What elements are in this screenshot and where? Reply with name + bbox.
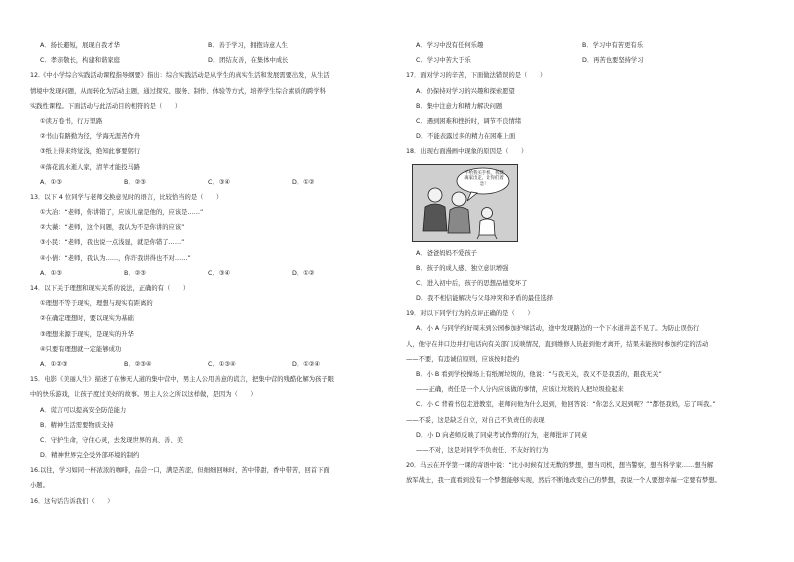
question-line: A．小 A 与同学约好周末到公园参加护绿活动，途中发现路边的一个下水道井盖不见了。为防止误伤行 <box>416 325 700 333</box>
question-line: D．小 D 向老师反映了同桌考试作弊的行为，老师批评了同桌 <box>416 431 588 439</box>
question-20 <box>406 458 768 488</box>
question-line: ——不对，这是对同学不负责任、不友好的行为 <box>416 446 549 454</box>
question-stem: 情境中发现问题，从而转化为活动主题，通过探究、服务、制作、体验等方式，培养学生综合素质的跨学科 <box>30 87 326 95</box>
statement-item: ③理想来源于现实，是现实的升华 <box>40 330 134 338</box>
answer-option: B．精神生活需要物质支持 <box>40 421 114 429</box>
passage-line: 小题。 <box>30 482 49 490</box>
question-line: C．小 C 背着书包走进教室，老师问他为什么迟到，他回答说：“你怎么又迟到呢？”“都怪我妈，忘了叫我。” <box>416 401 716 409</box>
option-a: A．学习中没有任何乐趣 <box>416 42 484 49</box>
option-a: A．扬长避短，展现自我才华 <box>40 42 120 49</box>
option-b: B．②③④ <box>124 360 152 368</box>
answer-option: B．孩子的成人感、独立意识增强 <box>416 264 509 272</box>
options-row <box>30 53 386 68</box>
option-c: C．①③④ <box>208 360 236 368</box>
answer-option: D．精神世界完全受外部环境的制约 <box>40 452 140 460</box>
statement-item: ③小民：“老师，我也说一点浅显，就是你错了……” <box>40 239 185 247</box>
passage <box>30 463 386 509</box>
options-row <box>30 38 386 53</box>
statement-item: ①读万卷书，行万里路 <box>40 117 103 125</box>
option-d: D．①② <box>292 178 315 186</box>
question-line: ——不要，有违诚信原则，应该按时赴约 <box>406 355 520 363</box>
statement-item: ①理想不等于现实，理想与现实有距离的 <box>40 300 153 308</box>
question-stem: 18．出现右面漫画中现象的原因是（ ） <box>406 148 528 156</box>
option-a: A．①③ <box>40 269 62 277</box>
option-b: B．②③ <box>124 269 146 277</box>
answer-option: D．我不相信能解决与父母冲突和矛盾的最佳选择 <box>416 295 554 303</box>
question-stem: 实践性课程。下面活动与此活动目的相符的是（ ） <box>30 102 182 110</box>
statement-item: ④只要有理想就一定能够成功 <box>40 345 122 353</box>
question-stem: 中的快乐游戏，让孩子度过美好的故事。男主人公之所以这样做，是因为（ ） <box>30 391 257 399</box>
statement-item: ②书山有路勤为径，学海无涯苦作舟 <box>40 133 141 141</box>
answer-option: D．不能表露过多的精力在困难上面 <box>416 133 516 141</box>
passage-line: 16.以往，学习如同一杯浓浓的咖啡，品尝一口，满是苦涩，但细细回味时，苦中带甜，香中带苦，回首下面 <box>30 467 330 475</box>
question-stem: 12.《中小学综合实践活动课程指导纲要》指出：综合实践活动是从学生的真实生活和发展需要出发，从生活 <box>30 72 330 80</box>
option-c: C．学习中苦大于乐 <box>416 57 471 65</box>
option-a: A．①③ <box>40 178 62 186</box>
question-stem: 20．马云在开学第一课的寄语中说：“比小时候有过无数的梦想，想当司机，想当警察，想当科学家……想当解 <box>406 462 714 470</box>
answer-option: C．遇到困难和挫折时，调节不良情绪 <box>416 117 522 125</box>
options-row <box>30 357 386 372</box>
question-19 <box>406 306 768 458</box>
statement-item: ①大冶：“老师，你讲错了，应该儿童是他的，应该是……” <box>40 209 204 217</box>
question-stem: 15．电影《美丽人生》描述了在惨无人道的集中营中，男主人公用善意的谎言，把集中营的残酷化解为孩子眼 <box>30 376 334 384</box>
question-stem: 17．面对学习的辛苦，下面做法错误的是（ ） <box>406 72 547 80</box>
option-b: B．善于学习，拥抱诗意人生 <box>208 42 288 49</box>
question-14 <box>30 281 386 372</box>
question-13 <box>30 190 386 281</box>
question-line: B．小 B 看到学校操场上有纸屑垃圾的，他说：“与我无关，我又不是我丢的，跟我无关” <box>416 371 662 378</box>
question-stem: 13．以下 4 位同学与老师交换意见时的语言，比较恰当的是（ ） <box>30 193 223 201</box>
option-c: C．③④ <box>208 269 230 277</box>
statement-item: ②大薇：“老师，这个问题，我认为不是你讲的应该” <box>40 224 185 232</box>
statement-item: ④小倩：“老师，我认为……，你许我讲得也不对……” <box>40 254 191 262</box>
question-stem: 16．这句话告诉我们（ ） <box>30 497 114 505</box>
left-column <box>30 38 386 509</box>
option-a: A．①②③ <box>40 360 68 368</box>
option-d: D．再苦也要坚持学习 <box>582 57 644 65</box>
option-b: B．学习中有苦更有乐 <box>582 42 643 49</box>
question-17 <box>406 68 768 144</box>
option-d: D．①② <box>292 269 315 277</box>
option-d: D．团结友善，在集体中成长 <box>208 57 289 65</box>
answer-option: B．集中注意力和精力解决问题 <box>416 102 503 110</box>
options-row <box>406 53 768 68</box>
right-column <box>406 38 768 489</box>
options-row <box>30 266 386 281</box>
question-stem: 14．以下关于理想和现实关系的说法，正确的有（ ） <box>30 285 190 292</box>
question-12 <box>30 68 386 190</box>
question-stem: 19．对以下同学行为的点评正确的是（ ） <box>406 310 534 318</box>
option-b: B．②③ <box>124 178 146 186</box>
question-15 <box>30 372 386 463</box>
question-18 <box>406 144 768 306</box>
answer-option: C．进入初中后，孩子的思想品德变坏了 <box>416 279 528 287</box>
option-d: D．①②④ <box>292 360 321 368</box>
question-line: ——不妥，这是缺乏自立，对自己不负责任的表现 <box>406 416 545 424</box>
statement-item: ③纸上得来终觉浅，绝知此事要躬行 <box>40 148 141 156</box>
option-c: C．③④ <box>208 178 230 186</box>
statement-item: ④落花流水逝人家，清苹才能投马路 <box>40 163 141 171</box>
option-c: C．孝亲敬长，构建和谐家庭 <box>40 57 120 65</box>
cartoon-image <box>412 164 518 242</box>
options-row <box>30 175 386 190</box>
answer-option: C．守护生命，守住心灵，去发现世界的真、善、美 <box>40 436 183 444</box>
answer-option: A．爸爸妈妈不爱孩子 <box>416 249 477 257</box>
question-line: 人，他守在井口边并打电话向有关部门反映情况，直到维修人员赶到他才离开，结果未能按时参加约定的活动 <box>406 340 709 348</box>
answer-option: A．谎言可以提高安全防范能力 <box>40 406 127 414</box>
question-line: ——正确，责任是一个人分内应该做的事情，应该让垃圾的人把垃圾捡起来 <box>416 386 624 394</box>
statement-item: ②在确定理想时，要以现实为基础 <box>40 315 134 323</box>
speech-bubble-text: 不给我买手机，我就离家出走，让你们着急！ <box>464 170 504 187</box>
options-row <box>406 38 768 53</box>
question-stem: 放军战士，我一直看到没有一个梦想能够实现，然后不断地改变自己的梦想，我说一个人要想幸福一定要有梦想。 <box>406 477 721 485</box>
answer-option: A．仍保持对学习的兴趣和探索愿望 <box>416 87 515 95</box>
